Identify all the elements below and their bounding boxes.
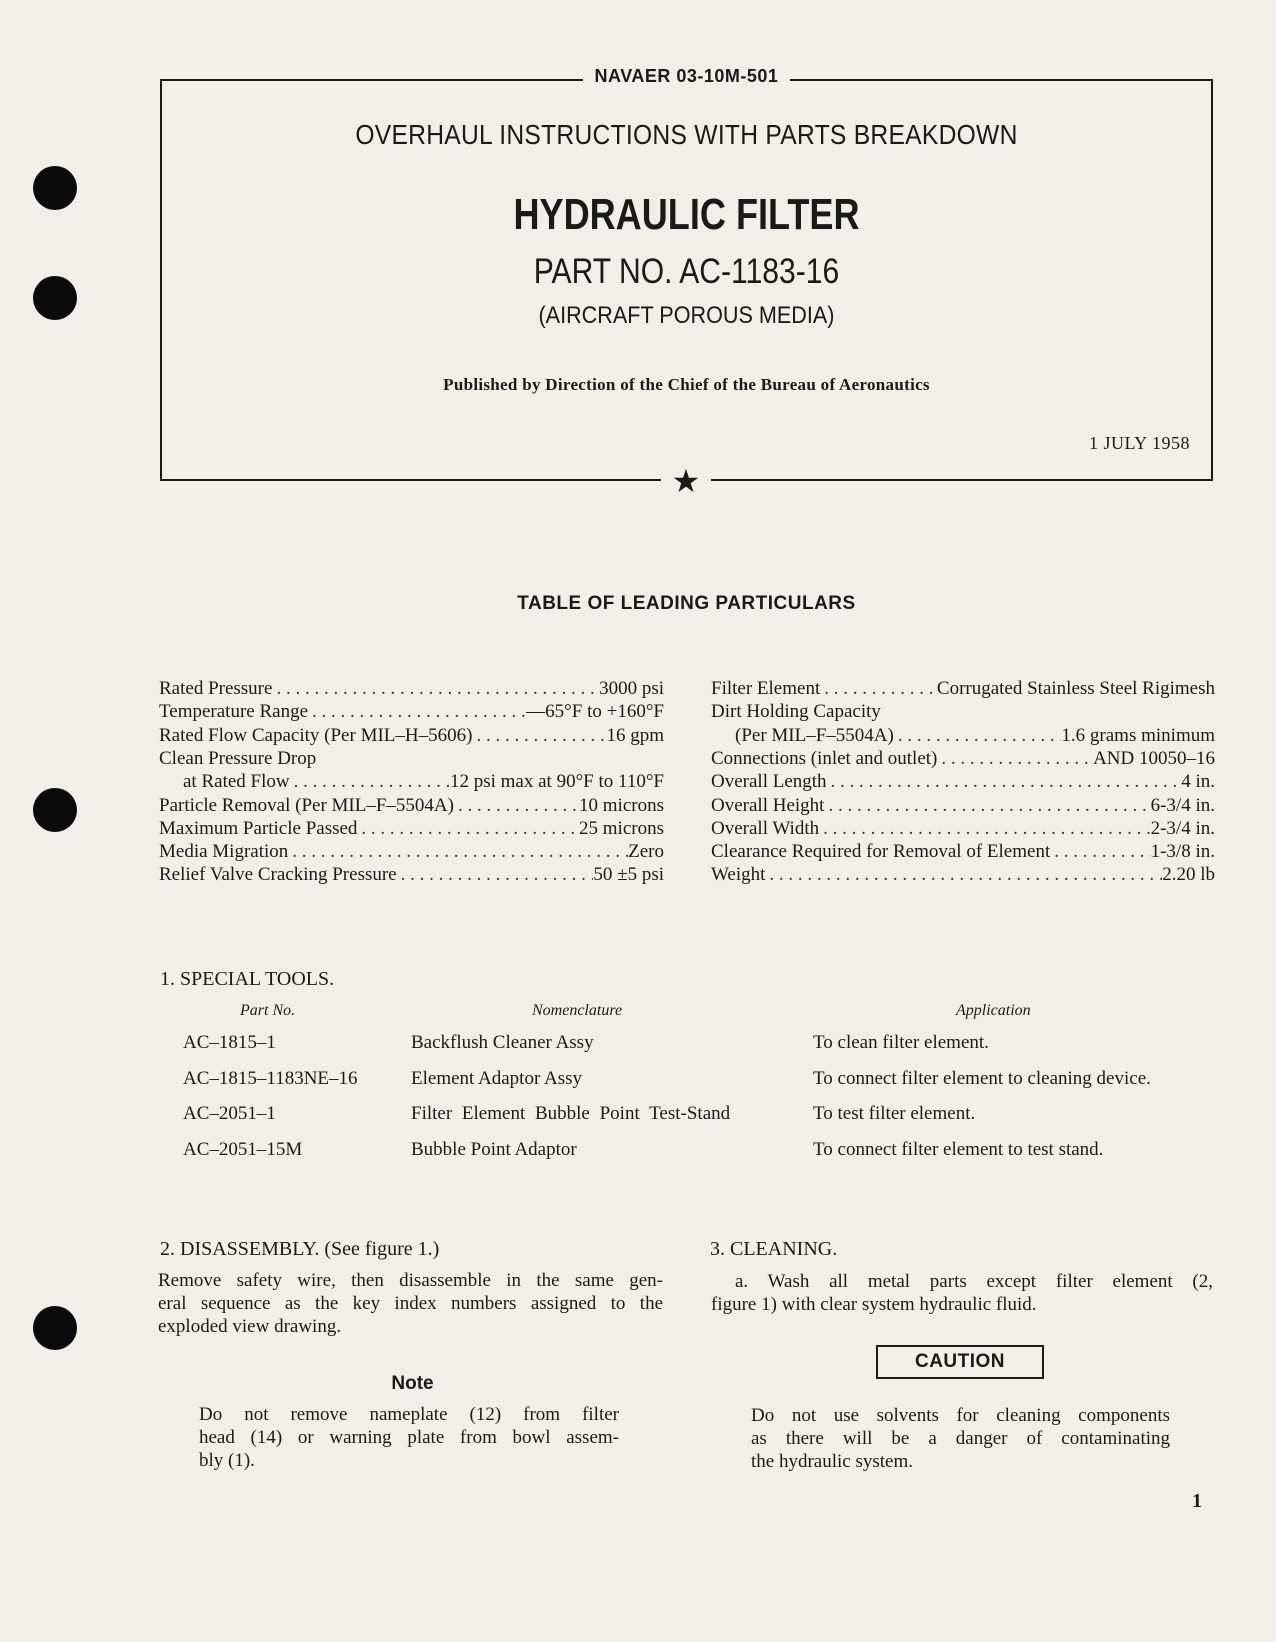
- tool-app-cell: To test filter element.: [813, 1103, 976, 1124]
- tool-nomen-cell: Element Adaptor Assy: [411, 1068, 582, 1089]
- particular-right-row: [711, 770, 1215, 793]
- particular-right-value: 4 in.: [1181, 771, 1215, 793]
- tool-app-cell: To clean filter element.: [813, 1032, 989, 1053]
- caution-box: [876, 1345, 1044, 1379]
- particular-left-value: 3000 psi: [599, 678, 664, 699]
- particular-right-label: Weight: [711, 864, 766, 886]
- binder-hole-3: [33, 788, 77, 832]
- dot-leader: [894, 724, 1062, 747]
- note-line-2: head (14) or warning plate from bowl assem-: [199, 1427, 619, 1448]
- tool-app-cell: To connect filter element to test stand.: [813, 1139, 1104, 1160]
- dot-leader: [357, 817, 579, 840]
- particular-right-row: [711, 677, 1215, 700]
- particular-right-row: [711, 794, 1215, 817]
- caution-line-2: as there will be a danger of contaminating: [751, 1428, 1170, 1449]
- disassembly-line-2: eral sequence as the key index numbers assigned to the: [158, 1293, 663, 1314]
- tool-part-cell: AC–1815–1183NE–16: [183, 1068, 358, 1089]
- particular-right-value: 1-3/8 in.: [1150, 841, 1215, 863]
- tool-nomen-cell: Filter Element Bubble Point Test-Stand: [411, 1103, 731, 1124]
- dot-leader: [472, 724, 606, 747]
- page-number: 1: [1192, 1490, 1202, 1512]
- particular-right-value: 6-3/4 in.: [1150, 794, 1215, 816]
- particular-right-value: 1.6 grams minimum: [1061, 724, 1215, 746]
- particular-left-row: [159, 794, 664, 817]
- dot-leader: [827, 770, 1182, 793]
- particular-right-row: [711, 840, 1215, 863]
- disassembly-line-3: exploded view drawing.: [158, 1316, 342, 1337]
- particular-left-label: at Rated Flow: [183, 771, 290, 793]
- disassembly-heading: 2. DISASSEMBLY. (See figure 1.): [160, 1238, 440, 1260]
- dot-leader: [881, 700, 1215, 723]
- disassembly-line-1: Remove safety wire, then disassemble in the same gen-: [158, 1270, 663, 1291]
- cleaning-step-a-line-1: a. Wash all metal parts except filter element (2,: [735, 1271, 1213, 1292]
- cleaning-heading: 3. CLEANING.: [710, 1238, 838, 1260]
- particular-left-value: Zero: [628, 841, 664, 863]
- particular-left-label: Clean Pressure Drop: [159, 747, 317, 769]
- particular-right-row: [711, 817, 1215, 840]
- particular-left-row: [159, 840, 664, 863]
- particular-left-row: [159, 817, 664, 840]
- publication-date: 1 JULY 1958: [1088, 433, 1190, 453]
- caution-line-3: the hydraulic system.: [751, 1451, 913, 1472]
- col-part-no: Part No.: [240, 1002, 296, 1019]
- cleaning-step-a-line-2: figure 1) with clear system hydraulic fluid.: [711, 1294, 1037, 1315]
- particular-right-label: Overall Length: [711, 771, 827, 793]
- particular-right-label: Filter Element: [711, 678, 821, 699]
- col-nomenclature: Nomenclature: [532, 1002, 623, 1019]
- particular-left-row: [159, 724, 664, 747]
- dot-leader: [819, 817, 1151, 840]
- dot-leader: [937, 747, 1093, 770]
- note-line-1: Do not remove nameplate (12) from filter: [199, 1404, 619, 1425]
- binder-hole-4: [33, 1306, 77, 1350]
- particular-left-row: [159, 677, 664, 700]
- particular-left-row: [159, 863, 664, 886]
- particular-right-value: Corrugated Stainless Steel Rigimesh: [936, 678, 1215, 699]
- dot-leader: [454, 794, 579, 817]
- tool-part-cell: AC–2051–15M: [183, 1139, 303, 1160]
- particular-left-label: Rated Pressure: [159, 678, 273, 699]
- particular-left-value: 10 microns: [579, 794, 664, 816]
- dot-leader: [316, 747, 664, 770]
- tool-nomen-cell: Bubble Point Adaptor: [411, 1139, 577, 1160]
- tool-part-cell: AC–2051–1: [183, 1103, 276, 1124]
- part-number: PART NO. AC-1183-16: [533, 252, 840, 291]
- particular-right-row: [711, 700, 1215, 723]
- particular-right-value: 2.20 lb: [1162, 864, 1215, 886]
- particular-right-label: Dirt Holding Capacity: [711, 701, 881, 723]
- dot-leader: [765, 863, 1162, 886]
- particular-left-value: 12 psi max at 90°F to 110°F: [449, 771, 664, 793]
- dot-leader: [272, 677, 599, 700]
- star-icon: ★: [661, 462, 711, 500]
- binder-hole-2: [33, 276, 77, 320]
- col-application: Application: [956, 1002, 1031, 1019]
- special-tools-heading: 1. SPECIAL TOOLS.: [160, 968, 335, 990]
- doc-number-wrap: [0, 66, 1276, 87]
- particular-right-label: Clearance Required for Removal of Element: [711, 841, 1051, 863]
- particular-left-label: Maximum Particle Passed: [159, 817, 358, 839]
- dot-leader: [308, 700, 526, 723]
- particular-right-label: Overall Height: [711, 794, 825, 816]
- particular-left-label: Temperature Range: [159, 701, 309, 723]
- particular-left-row: [159, 700, 664, 723]
- page-title: HYDRAULIC FILTER: [513, 190, 860, 239]
- particular-left-value: 25 microns: [579, 817, 664, 839]
- particular-right-row: [711, 863, 1215, 886]
- doc-type: OVERHAUL INSTRUCTIONS WITH PARTS BREAKDOWN: [355, 119, 1018, 150]
- dot-leader: [288, 840, 628, 863]
- particular-left-label: Particle Removal (Per MIL–F–5504A): [159, 794, 454, 816]
- tool-nomen-cell: Backflush Cleaner Assy: [411, 1032, 594, 1053]
- particular-left-value: —65°F to +160°F: [526, 701, 664, 723]
- particular-left-value: 16 gpm: [606, 724, 664, 746]
- particular-left-label: Relief Valve Cracking Pressure: [159, 864, 397, 886]
- dot-leader: [824, 794, 1150, 817]
- particular-left-row: [183, 770, 664, 793]
- doc-number: NAVAER 03-10M-501: [583, 66, 791, 86]
- dot-leader: [820, 677, 937, 700]
- particular-right-row: [711, 747, 1215, 770]
- particular-left-value: 50 ±5 psi: [593, 864, 664, 886]
- particular-right-label: (Per MIL–F–5504A): [735, 724, 894, 746]
- dot-leader: [1050, 840, 1150, 863]
- note-heading: Note: [391, 1373, 434, 1394]
- tool-app-cell: To connect filter element to cleaning device.: [813, 1068, 1151, 1089]
- particular-left-label: Media Migration: [159, 841, 289, 863]
- manufacturer: (AIRCRAFT POROUS MEDIA): [538, 302, 835, 329]
- particular-right-label: Connections (inlet and outlet): [711, 747, 938, 769]
- particular-right-value: 2-3/4 in.: [1150, 817, 1215, 839]
- dot-leader: [290, 770, 450, 793]
- caution-label: CAUTION: [914, 1351, 1006, 1372]
- publisher-line: Published by Direction of the Chief of the Bureau of Aeronautics: [443, 375, 930, 394]
- particular-right-label: Overall Width: [711, 817, 820, 839]
- binder-hole-1: [33, 166, 77, 210]
- caution-line-1: Do not use solvents for cleaning components: [751, 1405, 1170, 1426]
- particular-right-row: [735, 724, 1215, 747]
- particular-right-value: AND 10050–16: [1093, 747, 1215, 769]
- particulars-heading: TABLE OF LEADING PARTICULARS: [517, 593, 856, 614]
- tool-part-cell: AC–1815–1: [183, 1032, 276, 1053]
- particular-left-label: Rated Flow Capacity (Per MIL–H–5606): [159, 724, 473, 746]
- particular-left-row: [159, 747, 664, 770]
- dot-leader: [397, 863, 594, 886]
- note-line-3: bly (1).: [199, 1450, 255, 1471]
